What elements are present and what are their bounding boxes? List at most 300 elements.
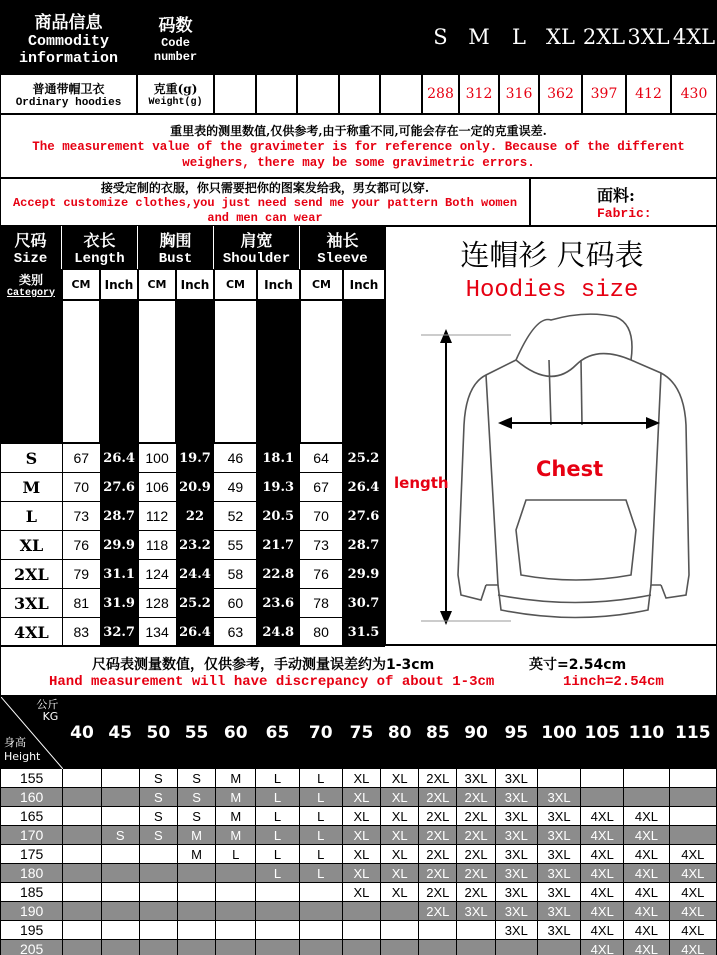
height-row bbox=[1, 902, 717, 921]
size-row-label: L bbox=[1, 502, 63, 531]
size-recommendation: XL bbox=[342, 769, 380, 788]
inch-value: 31.9 bbox=[100, 589, 138, 618]
size-recommendation: L bbox=[299, 826, 342, 845]
size-recommendation: 4XL bbox=[581, 883, 624, 902]
size-recommendation bbox=[669, 826, 716, 845]
size-recommendation: S bbox=[139, 807, 177, 826]
size-recommendation bbox=[419, 921, 457, 940]
cm-value: 78 bbox=[300, 589, 343, 618]
size-recommendation: 4XL bbox=[624, 902, 669, 921]
size-recommendation: 4XL bbox=[669, 940, 716, 955]
size-recommendation: L bbox=[256, 826, 299, 845]
size-recommendation bbox=[139, 845, 177, 864]
size-recommendation bbox=[139, 940, 177, 955]
fabric-en: Fabric: bbox=[597, 206, 652, 221]
size-recommendation bbox=[101, 921, 139, 940]
inch-value: 26.4 bbox=[176, 618, 214, 647]
header-size-en: Size bbox=[13, 251, 48, 267]
size-recommendation: 4XL bbox=[581, 864, 624, 883]
cm-value: 118 bbox=[138, 531, 176, 560]
size-row bbox=[1, 560, 385, 589]
size-recommendation: 4XL bbox=[581, 940, 624, 955]
cm-value: 73 bbox=[62, 502, 100, 531]
size-recommendation: L bbox=[299, 769, 342, 788]
inch-value: 32.7 bbox=[100, 618, 138, 647]
unit-row bbox=[0, 269, 385, 300]
custom-notice-cn: 接受定制的衣服，你只需要把你的图案发给我，男女都可以穿. bbox=[100, 180, 430, 195]
size-recommendation: S bbox=[139, 769, 177, 788]
size-recommendation bbox=[342, 902, 380, 921]
weight-4xl: 430 bbox=[671, 74, 717, 114]
unit-cm-bust: CM bbox=[138, 269, 176, 300]
size-recommendation bbox=[256, 902, 299, 921]
cm-value: 58 bbox=[214, 560, 257, 589]
height-label: 155 bbox=[1, 769, 63, 788]
size-row-label: 3XL bbox=[1, 589, 63, 618]
chart-title-cn: 连帽衫 尺码表 bbox=[460, 237, 644, 272]
cm-value: 73 bbox=[300, 531, 343, 560]
cm-value: 134 bbox=[138, 618, 176, 647]
cm-value: 124 bbox=[138, 560, 176, 589]
size-recommendation bbox=[63, 807, 101, 826]
header-bust bbox=[138, 226, 214, 269]
inch-value: 23.2 bbox=[176, 531, 214, 560]
cm-value: 76 bbox=[300, 560, 343, 589]
size-recommendation bbox=[381, 902, 419, 921]
product-en: Ordinary hoodies bbox=[15, 96, 122, 109]
size-recommendation: 4XL bbox=[669, 864, 716, 883]
size-recommendation bbox=[63, 845, 101, 864]
height-row bbox=[1, 769, 717, 788]
weight-column-header: 115 bbox=[669, 697, 716, 769]
size-recommendation bbox=[63, 826, 101, 845]
size-recommendation bbox=[457, 921, 495, 940]
size-recommendation: 4XL bbox=[581, 826, 624, 845]
size-recommendation: 4XL bbox=[581, 902, 624, 921]
size-recommendation bbox=[177, 902, 215, 921]
size-recommendation bbox=[63, 788, 101, 807]
size-recommendation: 4XL bbox=[624, 864, 669, 883]
size-recommendation: L bbox=[256, 864, 299, 883]
size-recommendation: XL bbox=[381, 788, 419, 807]
unit-cm-length: CM bbox=[62, 269, 100, 300]
size-recommendation: 3XL bbox=[537, 921, 580, 940]
size-recommendation: 3XL bbox=[495, 788, 537, 807]
size-col-xl: XL bbox=[539, 0, 582, 74]
size-recommendation bbox=[256, 940, 299, 955]
weight-en: Weight(g) bbox=[148, 97, 203, 108]
inch-value: 27.6 bbox=[100, 473, 138, 502]
cm-value: 60 bbox=[214, 589, 257, 618]
size-recommendation: XL bbox=[381, 864, 419, 883]
size-recommendation bbox=[63, 902, 101, 921]
size-recommendation bbox=[216, 883, 256, 902]
weight-column-header: 110 bbox=[624, 697, 669, 769]
fabric-box bbox=[530, 178, 717, 226]
cm-value: 67 bbox=[300, 473, 343, 502]
header-shoulder bbox=[214, 226, 300, 269]
size-recommendation bbox=[139, 883, 177, 902]
unit-inch-sleeve: Inch bbox=[343, 269, 385, 300]
height-row bbox=[1, 940, 717, 955]
header-bust-cn: 胸围 bbox=[159, 231, 192, 250]
corner-kg-cn: 公斤 bbox=[36, 698, 59, 711]
size-recommendation: 2XL bbox=[419, 769, 457, 788]
corner-cell bbox=[1, 697, 63, 769]
header-bust-en: Bust bbox=[158, 251, 193, 267]
cm-value: 83 bbox=[62, 618, 100, 647]
unit-inch-length: Inch bbox=[100, 269, 138, 300]
size-recommendation: L bbox=[256, 788, 299, 807]
cm-value: 70 bbox=[62, 473, 100, 502]
size-col-3xl: 3XL bbox=[626, 0, 671, 74]
weight-column-header: 90 bbox=[457, 697, 495, 769]
size-recommendation bbox=[63, 921, 101, 940]
header-sleeve-en: Sleeve bbox=[317, 251, 368, 267]
size-recommendation: 4XL bbox=[669, 845, 716, 864]
chart-title-en: Hoodies size bbox=[465, 276, 639, 304]
size-recommendation: 3XL bbox=[495, 807, 537, 826]
size-recommendation: 3XL bbox=[457, 769, 495, 788]
cm-value: 64 bbox=[300, 444, 343, 473]
size-recommendation: XL bbox=[342, 883, 380, 902]
weight-column-header: 70 bbox=[299, 697, 342, 769]
commodity-header bbox=[0, 0, 137, 74]
size-recommendation: 4XL bbox=[669, 921, 716, 940]
size-recommendation: M bbox=[216, 807, 256, 826]
code-cn: 码数 bbox=[158, 15, 193, 36]
size-recommendation bbox=[139, 902, 177, 921]
size-recommendation bbox=[581, 769, 624, 788]
size-recommendation: 3XL bbox=[495, 769, 537, 788]
weight-column-header: 80 bbox=[381, 697, 419, 769]
size-recommendation bbox=[101, 940, 139, 955]
weight-2xl: 397 bbox=[582, 74, 626, 114]
size-recommendation bbox=[216, 902, 256, 921]
size-recommendation: S bbox=[101, 826, 139, 845]
header-length bbox=[62, 226, 138, 269]
size-recommendation bbox=[63, 769, 101, 788]
height-label: 180 bbox=[1, 864, 63, 883]
measure-notice-cn: 尺码表测量数值，仅供参考，手动测量误差约为1-3cm bbox=[92, 657, 435, 673]
size-recommendation: S bbox=[177, 788, 215, 807]
size-recommendation bbox=[216, 940, 256, 955]
size-col-m: M bbox=[459, 0, 499, 74]
size-recommendation: 4XL bbox=[669, 902, 716, 921]
size-recommendation bbox=[624, 788, 669, 807]
weight-3xl: 412 bbox=[626, 74, 671, 114]
size-recommendation bbox=[342, 940, 380, 955]
size-recommendation: 3XL bbox=[537, 902, 580, 921]
size-recommendation bbox=[256, 883, 299, 902]
length-arrow-bottom bbox=[440, 611, 452, 625]
size-col-4xl: 4XL bbox=[671, 0, 717, 74]
height-label: 190 bbox=[1, 902, 63, 921]
custom-notice-en: Accept customize clothes,you just need send me your pattern Both women and men can wear bbox=[12, 195, 518, 225]
size-recommendation: XL bbox=[342, 845, 380, 864]
gravimeter-notice-en: The measurement value of the gravimeter is for reference only. Because of the different weighers, there may be some gravimetric errors. bbox=[32, 139, 685, 170]
size-recommendation: XL bbox=[342, 807, 380, 826]
size-recommendation bbox=[299, 921, 342, 940]
fabric-cn: 面料: bbox=[597, 186, 635, 205]
size-recommendation: XL bbox=[381, 807, 419, 826]
inch-value: 25.2 bbox=[176, 589, 214, 618]
size-col-2xl: 2XL bbox=[582, 0, 626, 74]
size-recommendation: 4XL bbox=[624, 883, 669, 902]
size-row bbox=[1, 531, 385, 560]
size-row-label: 2XL bbox=[1, 560, 63, 589]
weight-column-header: 85 bbox=[419, 697, 457, 769]
size-recommendation: 3XL bbox=[495, 921, 537, 940]
size-recommendation bbox=[177, 883, 215, 902]
size-recommendation bbox=[101, 788, 139, 807]
code-en1: Code bbox=[161, 35, 190, 50]
size-recommendation: L bbox=[299, 864, 342, 883]
header-size bbox=[0, 226, 62, 269]
size-recommendation: XL bbox=[381, 883, 419, 902]
cm-value: 49 bbox=[214, 473, 257, 502]
measure-notice bbox=[0, 645, 717, 696]
weight-column-header: 75 bbox=[342, 697, 380, 769]
weight-column-header: 60 bbox=[216, 697, 256, 769]
size-recommendation bbox=[495, 940, 537, 955]
height-label: 160 bbox=[1, 788, 63, 807]
height-row bbox=[1, 864, 717, 883]
size-recommendation: 3XL bbox=[537, 883, 580, 902]
size-row-label: S bbox=[1, 444, 63, 473]
size-recommendation: XL bbox=[342, 826, 380, 845]
corner-h-en: Height bbox=[4, 750, 41, 763]
size-row bbox=[1, 618, 385, 647]
size-recommendation: XL bbox=[381, 826, 419, 845]
size-recommendation bbox=[669, 807, 716, 826]
size-recommendation: 3XL bbox=[495, 902, 537, 921]
column-spacer bbox=[0, 300, 385, 443]
inch-value: 31.1 bbox=[100, 560, 138, 589]
size-row bbox=[1, 444, 385, 473]
height-label: 175 bbox=[1, 845, 63, 864]
size-row bbox=[1, 473, 385, 502]
size-recommendation bbox=[139, 864, 177, 883]
size-recommendation bbox=[381, 940, 419, 955]
size-recommendation bbox=[256, 921, 299, 940]
size-recommendation: 2XL bbox=[457, 788, 495, 807]
inch-value: 22 bbox=[176, 502, 214, 531]
size-recommendation: 3XL bbox=[495, 883, 537, 902]
size-recommendation: L bbox=[299, 788, 342, 807]
size-recommendation: XL bbox=[381, 769, 419, 788]
length-label: length bbox=[394, 474, 449, 492]
size-header-cells bbox=[422, 0, 717, 74]
height-row bbox=[1, 826, 717, 845]
weight-cn: 克重(g) bbox=[153, 82, 198, 96]
cm-value: 63 bbox=[214, 618, 257, 647]
inch-value: 23.6 bbox=[257, 589, 300, 618]
cm-value: 81 bbox=[62, 589, 100, 618]
size-recommendation: M bbox=[216, 769, 256, 788]
size-recommendation: 4XL bbox=[624, 940, 669, 955]
size-recommendation: L bbox=[256, 845, 299, 864]
gravimeter-notice bbox=[0, 114, 717, 178]
inch-value: 29.9 bbox=[100, 531, 138, 560]
weight-values bbox=[422, 74, 717, 114]
code-en2: number bbox=[153, 49, 198, 64]
cm-value: 112 bbox=[138, 502, 176, 531]
inch-value: 19.3 bbox=[257, 473, 300, 502]
inch-conversion-cn: 英寸=2.54cm bbox=[529, 657, 627, 673]
inch-value: 31.5 bbox=[343, 618, 385, 647]
inch-value: 30.7 bbox=[343, 589, 385, 618]
size-recommendation bbox=[101, 902, 139, 921]
size-recommendation: 3XL bbox=[495, 864, 537, 883]
size-recommendation: M bbox=[177, 845, 215, 864]
weight-l: 316 bbox=[499, 74, 539, 114]
category-en: Category bbox=[6, 287, 55, 299]
inch-value: 21.7 bbox=[257, 531, 300, 560]
size-recommendation: M bbox=[216, 826, 256, 845]
height-row bbox=[1, 845, 717, 864]
size-recommendation: 4XL bbox=[581, 807, 624, 826]
size-recommendation: 2XL bbox=[419, 807, 457, 826]
size-recommendation: 2XL bbox=[457, 845, 495, 864]
size-recommendation: 3XL bbox=[457, 902, 495, 921]
size-recommendation bbox=[63, 864, 101, 883]
size-recommendation: 2XL bbox=[419, 788, 457, 807]
inch-value: 28.7 bbox=[343, 531, 385, 560]
size-row bbox=[1, 502, 385, 531]
size-recommendation bbox=[101, 807, 139, 826]
category-cn: 类别 bbox=[18, 272, 43, 287]
size-recommendation bbox=[101, 769, 139, 788]
weight-column-header: 95 bbox=[495, 697, 537, 769]
category-label bbox=[0, 269, 62, 300]
size-recommendation: 4XL bbox=[624, 921, 669, 940]
size-recommendation bbox=[381, 921, 419, 940]
weight-xl: 362 bbox=[539, 74, 582, 114]
commodity-en2: information bbox=[18, 49, 119, 67]
size-recommendation: S bbox=[139, 826, 177, 845]
header-length-cn: 衣长 bbox=[83, 231, 116, 250]
height-label: 165 bbox=[1, 807, 63, 826]
weight-column-header: 105 bbox=[581, 697, 624, 769]
size-recommendation: 4XL bbox=[581, 921, 624, 940]
inch-conversion-en: 1inch=2.54cm bbox=[563, 674, 664, 690]
corner-h-cn: 身高 bbox=[4, 736, 26, 749]
measure-notice-en: Hand measurement will have discrepancy of about 1-3cm bbox=[49, 674, 495, 690]
size-recommendation: XL bbox=[342, 788, 380, 807]
size-recommendation: M bbox=[216, 788, 256, 807]
size-recommendation: M bbox=[177, 826, 215, 845]
size-table-headers bbox=[0, 226, 385, 269]
unit-cm-sleeve: CM bbox=[300, 269, 343, 300]
cm-value: 100 bbox=[138, 444, 176, 473]
weight-m: 312 bbox=[459, 74, 499, 114]
size-row-label: M bbox=[1, 473, 63, 502]
diagram-panel bbox=[385, 226, 717, 645]
size-recommendation bbox=[177, 940, 215, 955]
height-label: 170 bbox=[1, 826, 63, 845]
cm-value: 46 bbox=[214, 444, 257, 473]
unit-inch-shoulder: Inch bbox=[257, 269, 300, 300]
size-recommendation bbox=[299, 883, 342, 902]
size-recommendation bbox=[216, 864, 256, 883]
weight-column-header: 40 bbox=[63, 697, 101, 769]
size-recommendation: 2XL bbox=[457, 883, 495, 902]
commodity-en1: Commodity bbox=[27, 32, 109, 50]
chest-arrow-left bbox=[498, 417, 512, 429]
weight-label bbox=[137, 74, 214, 114]
size-recommendation: S bbox=[139, 788, 177, 807]
size-recommendation: 3XL bbox=[495, 845, 537, 864]
inch-value: 18.1 bbox=[257, 444, 300, 473]
size-recommendation: S bbox=[177, 769, 215, 788]
size-recommendation: 3XL bbox=[537, 845, 580, 864]
size-recommendation: 2XL bbox=[457, 826, 495, 845]
weight-height-table bbox=[0, 696, 717, 955]
size-recommendation: 4XL bbox=[624, 845, 669, 864]
inch-value: 19.7 bbox=[176, 444, 214, 473]
size-recommendation bbox=[669, 788, 716, 807]
header-shoulder-cn: 肩宽 bbox=[240, 231, 273, 250]
height-label: 195 bbox=[1, 921, 63, 940]
size-recommendation bbox=[342, 921, 380, 940]
size-recommendation: L bbox=[256, 769, 299, 788]
size-recommendation: L bbox=[216, 845, 256, 864]
size-recommendation bbox=[624, 769, 669, 788]
size-recommendation bbox=[581, 788, 624, 807]
unit-inch-bust: Inch bbox=[176, 269, 214, 300]
commodity-cn: 商品信息 bbox=[34, 12, 103, 33]
height-row bbox=[1, 921, 717, 940]
cm-value: 80 bbox=[300, 618, 343, 647]
size-recommendation bbox=[299, 902, 342, 921]
size-recommendation bbox=[216, 921, 256, 940]
size-recommendation: L bbox=[299, 807, 342, 826]
custom-notice bbox=[0, 178, 530, 226]
size-recommendation bbox=[101, 883, 139, 902]
weight-s: 288 bbox=[422, 74, 459, 114]
inch-value: 27.6 bbox=[343, 502, 385, 531]
size-recommendation: 3XL bbox=[537, 807, 580, 826]
weight-empty-cells bbox=[214, 74, 422, 114]
inch-value: 20.5 bbox=[257, 502, 300, 531]
size-table bbox=[0, 443, 385, 647]
cm-value: 79 bbox=[62, 560, 100, 589]
size-recommendation: 2XL bbox=[419, 845, 457, 864]
cm-value: 70 bbox=[300, 502, 343, 531]
size-recommendation bbox=[101, 864, 139, 883]
size-recommendation bbox=[177, 864, 215, 883]
height-row bbox=[1, 883, 717, 902]
cm-value: 55 bbox=[214, 531, 257, 560]
size-recommendation: 3XL bbox=[537, 864, 580, 883]
size-recommendation: 3XL bbox=[537, 788, 580, 807]
inch-value: 26.4 bbox=[100, 444, 138, 473]
size-recommendation: 2XL bbox=[419, 826, 457, 845]
header-shoulder-en: Shoulder bbox=[222, 251, 291, 267]
product-name bbox=[0, 74, 137, 114]
header-size-cn: 尺码 bbox=[14, 231, 47, 250]
size-recommendation: S bbox=[177, 807, 215, 826]
size-recommendation bbox=[669, 769, 716, 788]
cm-value: 128 bbox=[138, 589, 176, 618]
size-recommendation: 4XL bbox=[669, 883, 716, 902]
weight-column-header: 55 bbox=[177, 697, 215, 769]
header-length-en: Length bbox=[74, 251, 125, 267]
size-col-l: L bbox=[499, 0, 539, 74]
size-recommendation: XL bbox=[381, 845, 419, 864]
size-recommendation: L bbox=[256, 807, 299, 826]
